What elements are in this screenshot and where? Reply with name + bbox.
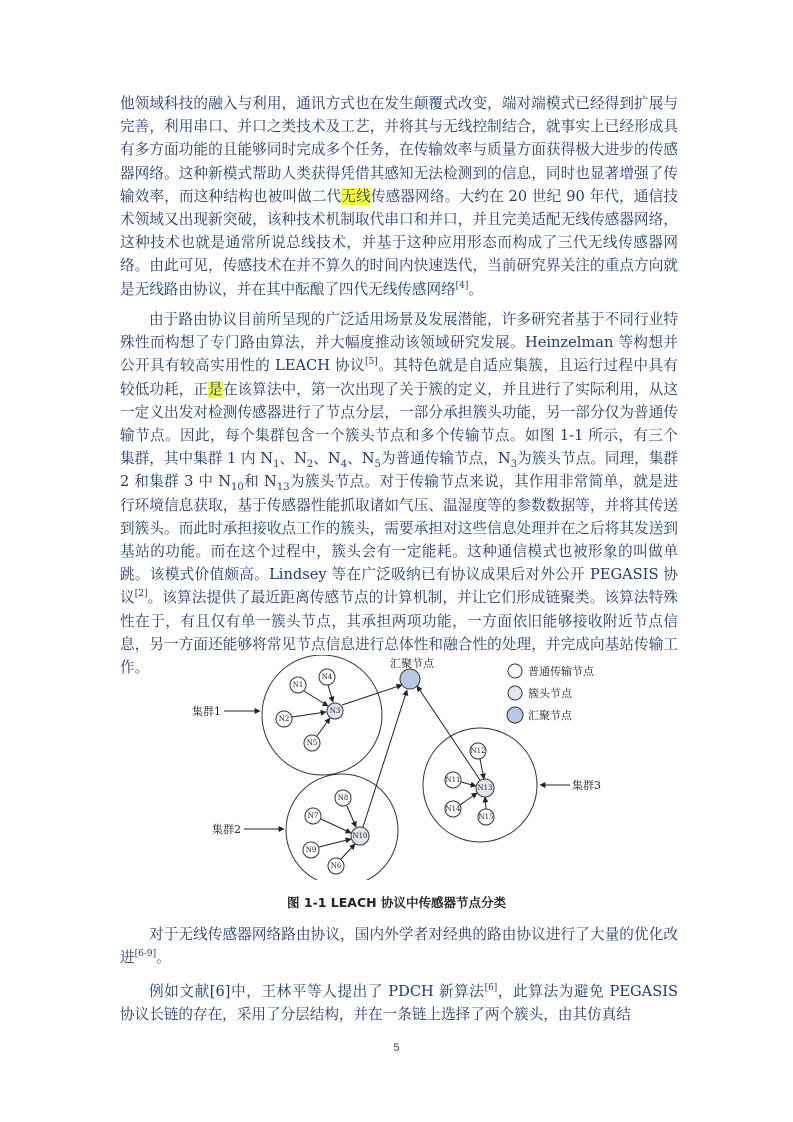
node-label: N4 (321, 673, 333, 681)
paragraph-1: 他领域科技的融入与利用，通讯方式也在发生颠覆式改变，端对端模式已经得到扩展与完善，利用串口、并口之类技术及工艺，并将其与无线控制结合，就事实上已经形成具有多方面功能的且能够同时完成多个任务，在传输效率与质量方面获得极大进步的传感器网络。这种新模式帮助人类获得凭借其感知无法检测到的信息，同时也显著增强了传输效率，而这种结构也被叫做二代无线传感器网络。大约在 20 世纪 90 年代，通信技术领域又出现新突破，该种技术机制取代串口和并口，并且完美适配无线传感器网络，这种技术也就是通常所说总线技术，并基于这种应用形态而构成了三代无线传感器网络。由此可见，传感技术在并不算久的时间内快速迭代，当前研究界关注的重点方向就是无线路由协议，并在其中酝酿了四代无线传感网络[4]。 (120, 95, 678, 298)
citation: [5] (365, 357, 378, 368)
legend-ordinary-icon (508, 664, 522, 678)
node-label: N3 (329, 707, 341, 715)
node-label: N5 (306, 739, 318, 747)
cluster-3-label: 集群3 (572, 779, 601, 792)
legend-head-icon (508, 686, 522, 700)
node-label: N11 (445, 776, 461, 784)
node-label: N6 (330, 862, 342, 870)
node-label: N13 (477, 784, 493, 792)
node-label: N2 (278, 715, 290, 723)
highlighted-text: 是 (208, 380, 223, 398)
paragraph-4: 例如文献[6]中，王林平等人提出了 PDCH 新算法[6]，此算法为避免 PEGASIS 协议长链的存在，采用了分层结构，并在一条链上选择了两个簇头，由其仿真结 (120, 983, 678, 1024)
citation: [4] (455, 280, 469, 291)
node-label: N8 (337, 794, 349, 802)
legend-label: 汇聚节点 (528, 709, 572, 722)
legend-sink-icon (507, 707, 523, 723)
paragraph-2: 由于路由协议目前所呈现的广泛适用场景及发展潜能，许多研究者基于不同行业特殊性而构想了专门路由算法，并大幅度推动该领域研究发展。Heinzelman 等构想并公开具有较高实用性的 LEACH 协议[5]。其特色就是自适应集簇，且运行过程中具有较低功耗，正是在该算法中，第一次出现了关于簇的定义，并且进行了实际利用，从这一定义出发对检测传感器进行了节点分层，一部分承担簇头功能，另一部分仅为普通传输节点。因此，每个集群包含一个簇头节点和多个传输节点。如图 1-1 所示，有三个集群，其中集群 1 内 $N_1$、$N_2$、$N_4$、$N_5$为普通传输节点，$N_3$为簇头节点。同理，集群 2 和集群 3 中 $N_{10}$和 $N_{13}$为簇头节点。对于传输节点来说，其作用非常简单，就是进行环境信息获取，基于传感器性能抓取诸如气压、温湿度等的参数数据等，并将其传送到簇头。而此时承担接收点工作的簇头，需要承担对这些信息处理并在之后将其发送到基站的功能。而在这个过程中，簇头会有一定能耗。这种通信模式也被形象的叫做单跳。该模式价值颇高。Lindsey 等在广泛吸纳已有协议成果后对外公开 PEGASIS 协议[2]。该算法提供了最近距离传感节点的计算机制，并让它们形成链聚类。该算法特殊性在于，有且仅有单一簇头节点，其承担两项功能，一方面依旧能够接收附近节点信息，另一方面还能够将常见节点信息进行总体性和融合性的处理，并完成向基站传输工作。 (120, 311, 678, 677)
node-label: N10 (352, 832, 368, 840)
figure-caption: 图 1-1 LEACH 协议中传感器节点分类 (287, 895, 506, 910)
cluster-2-nodes (303, 690, 407, 874)
node-label: N9 (305, 846, 317, 854)
paragraph-3: 对于无线传感器网络路由协议，国内外学者对经典的路由协议进行了大量的优化改进[6-9]。 (120, 926, 678, 967)
citation: [6-9] (134, 949, 157, 960)
cluster-1-nodes (276, 669, 402, 751)
legend-label: 普通传输节点 (528, 665, 594, 678)
sink-label: 汇聚节点 (390, 657, 434, 670)
leach-diagram (180, 655, 640, 880)
citation: [2] (134, 589, 148, 600)
node-label: N12 (470, 747, 486, 755)
node-label: N1 (292, 681, 304, 689)
node-label: N14 (445, 805, 461, 813)
page-number: 5 (393, 1042, 400, 1054)
cluster-3-nodes (417, 686, 494, 825)
node-label: N7 (307, 812, 319, 820)
legend-label: 簇头节点 (528, 687, 572, 700)
highlighted-text: 无线 (341, 187, 371, 205)
node-label: N15 (478, 813, 494, 821)
citation: [6] (484, 983, 498, 994)
legend (507, 664, 595, 723)
cluster-2-label: 集群2 (212, 823, 241, 836)
cluster-1-label: 集群1 (192, 705, 221, 718)
